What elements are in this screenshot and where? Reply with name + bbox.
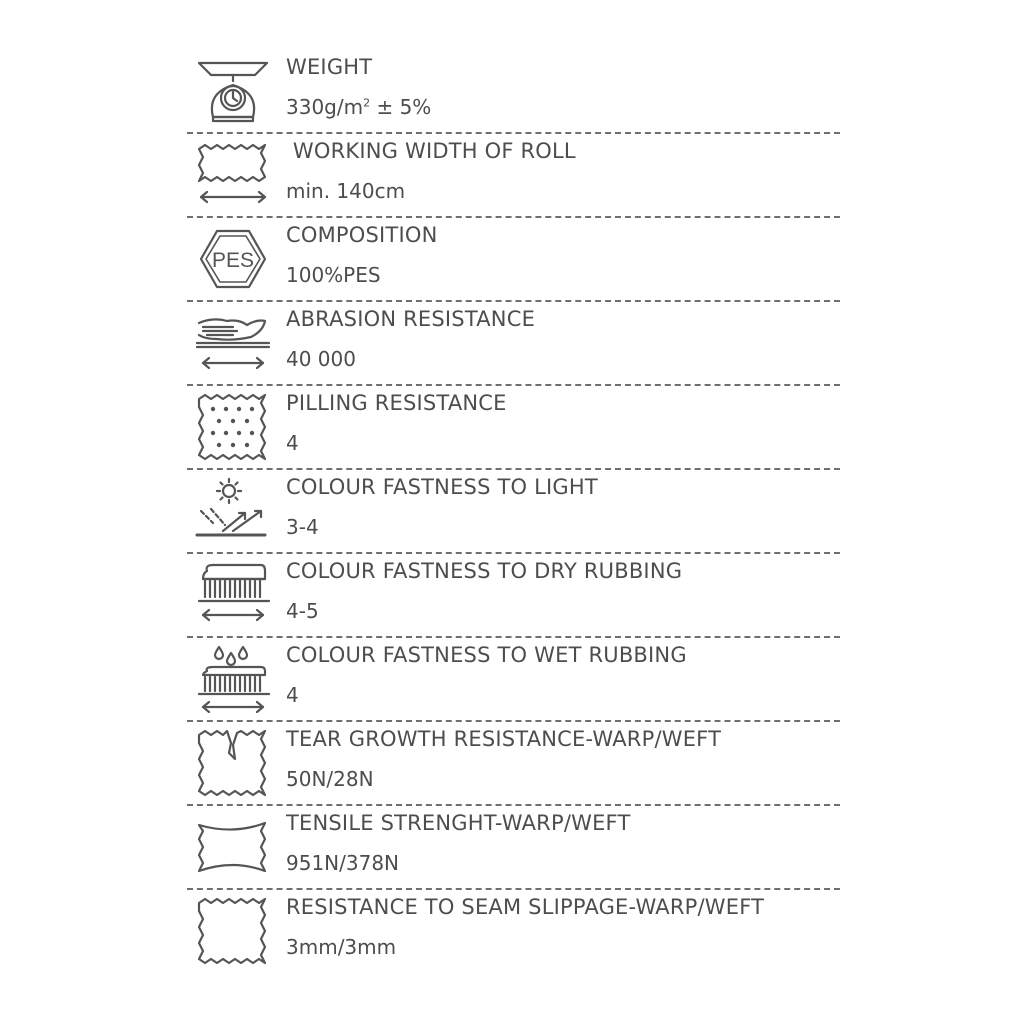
spec-title: COLOUR FASTNESS TO LIGHT [286,475,598,499]
fabric-seam-icon [193,897,273,965]
wet-brush-icon [193,645,273,713]
dry-brush-icon [193,561,273,629]
spec-row-weight [185,50,840,134]
pes-hexagon-icon [193,225,273,293]
spec-value: 4-5 [286,599,319,623]
spec-row-pilling [185,386,840,470]
spec-title: PILLING RESISTANCE [286,391,507,415]
spec-value: 4 [286,683,299,707]
spec-row-composition [185,218,840,302]
spec-value: 951N/378N [286,851,400,875]
spec-row-tear-growth [185,722,840,806]
weighing-scale-icon [193,57,273,125]
spec-row-dry-rubbing [185,554,840,638]
spec-value: min. 140cm [286,179,406,203]
fabric-width-icon [193,141,273,209]
spec-value: 100%PES [286,263,381,287]
spec-title: COMPOSITION [286,223,438,247]
spec-value: 3-4 [286,515,319,539]
spec-title: ABRASION RESISTANCE [286,307,536,331]
spec-row-working-width [185,134,840,218]
spec-value: 40 000 [286,347,356,371]
spec-title: TEAR GROWTH RESISTANCE-WARP/WEFT [286,727,722,751]
spec-value: 50N/28N [286,767,374,791]
spec-title: COLOUR FASTNESS TO DRY RUBBING [286,559,683,583]
svg-text:PES: PES [211,249,255,272]
pilling-fabric-icon [193,393,273,461]
torn-fabric-icon [193,729,273,797]
spec-value: $330g/m^2 \pm 5\%$ [286,95,432,119]
hand-abrasion-icon [193,309,273,377]
spec-row-seam-slippage [185,890,840,974]
spec-row-abrasion [185,302,840,386]
spec-title: RESISTANCE TO SEAM SLIPPAGE-WARP/WEFT [286,895,765,919]
spec-title: TENSILE STRENGHT-WARP/WEFT [286,811,631,835]
spec-value: 4 [286,431,299,455]
spec-row-light-fastness [185,470,840,554]
spec-value: 3mm/3mm [286,935,397,959]
spec-list [185,50,840,974]
spec-title: COLOUR FASTNESS TO WET RUBBING [286,643,687,667]
sun-light-fastness-icon [193,477,273,545]
spec-row-tensile-strength [185,806,840,890]
spec-title: WEIGHT [286,55,373,79]
spec-title: WORKING WIDTH OF ROLL [286,139,576,163]
stretched-fabric-icon [193,813,273,881]
spec-row-wet-rubbing [185,638,840,722]
